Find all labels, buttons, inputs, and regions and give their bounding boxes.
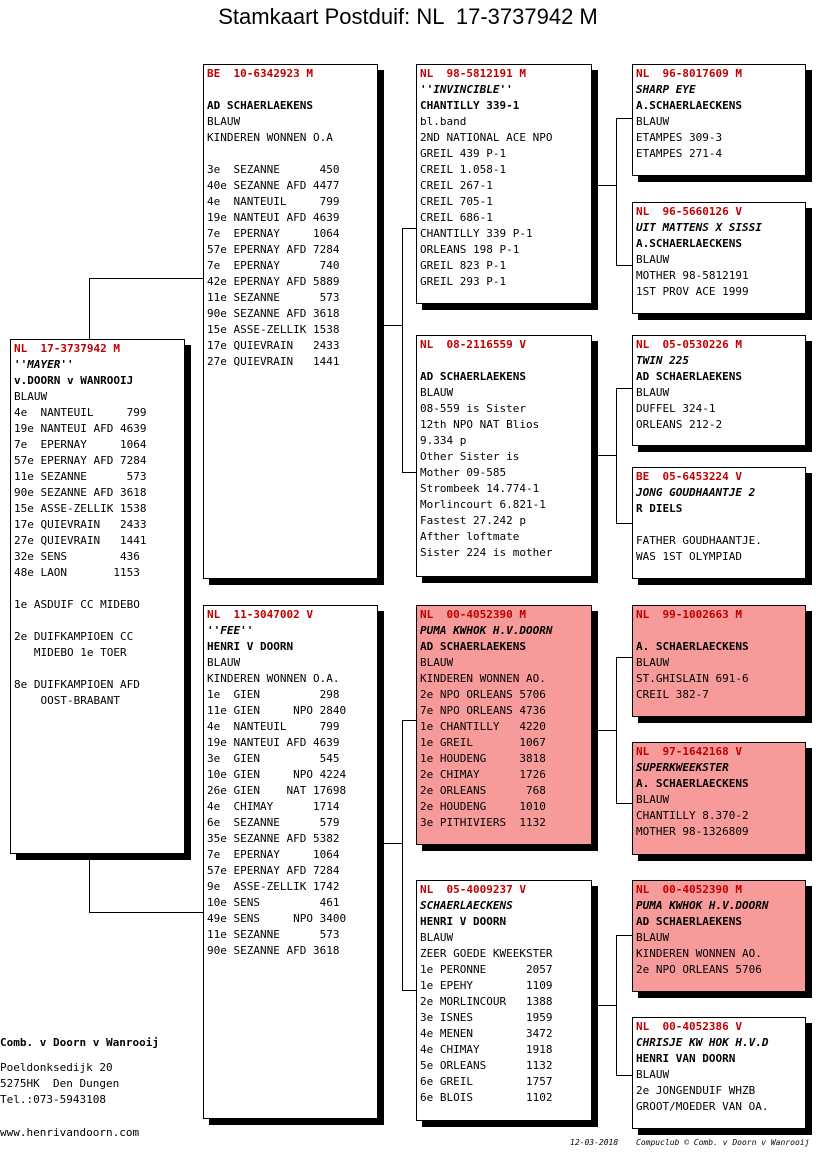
info-line: GROOT/MOEDER VAN OA. [636,1100,769,1113]
info-line: KINDEREN WONNEN O.A. [207,672,340,685]
info-line: 1e HOUDENG 3818 [420,752,546,765]
info-line: CREIL 705-1 [420,195,493,208]
info-line: 4e NANTEUIL 799 [14,406,147,419]
info-line: 35e SEZANNE AFD 5382 [207,832,340,845]
connector [616,657,632,658]
breeder-name: R DIELS [636,502,683,515]
owner-city: 5275HK Den Dungen [0,1077,120,1090]
info-line: MOTHER 98-5812191 [636,269,749,282]
pigeon-card-fmm [632,467,806,579]
info-line [636,623,802,639]
info-line: 90e SEZANNE AFD 3618 [207,307,340,320]
connector [616,803,632,804]
pigeon-card-mmm [632,1017,806,1129]
pigeon-name: JONG GOUDHAANTJE 2 [636,486,756,499]
connector [89,912,204,913]
info-line: BLAUW [636,253,670,266]
breeder-name: HENRI VAN DOORN [636,1052,736,1065]
connector [592,1005,616,1006]
connector [616,388,632,389]
owner-name: Comb. v Doorn v Wanrooij [0,1036,159,1049]
info-line [636,517,802,533]
pigeon-card-father-father [416,64,592,304]
info-line: 11e SEZANNE 573 [14,470,147,483]
info-line: KINDEREN WONNEN O.A [207,131,333,144]
info-line: GREIL 293 P-1 [420,275,507,288]
info-line: 2e NPO ORLEANS 5706 [636,963,762,976]
breeder-name: AD SCHAERLAEKENS [636,370,742,383]
ring-number: NL 00-4052386 V [636,1020,742,1033]
info-line: Afther loftmate [420,530,520,543]
info-line: WAS 1ST OLYMPIAD [636,550,742,563]
info-line: BLAUW [636,656,670,669]
ring-number: NL 11-3047002 V [207,608,313,621]
info-line: 3e PITHIVIERS 1132 [420,816,546,829]
connector [89,278,90,340]
info-line: BLAUW [636,931,670,944]
info-line: 2e HOUDENG 1010 [420,800,546,813]
info-line: GREIL 439 P-1 [420,147,507,160]
pigeon-card-fmf [632,335,806,446]
info-line: 57e EPERNAY AFD 7284 [207,864,340,877]
info-line: 90e SEZANNE AFD 3618 [14,486,147,499]
ring-number: NL 99-1002663 M [636,608,742,621]
info-line: 11e SEZANNE 573 [207,291,340,304]
info-line: ORLEANS 212-2 [636,418,723,431]
ring-number: NL 00-4052390 M [636,883,742,896]
info-line [14,581,181,597]
owner-street: Poeldonksedijk 20 [0,1061,113,1074]
breeder-name: A.SCHAERLAECKENS [636,237,742,250]
ring-number: BE 10-6342923 M [207,67,313,80]
pigeon-name: ''FEE'' [207,624,254,637]
info-line: CHANTILLY 8.370-2 [636,809,749,822]
info-line: 2e DUIFKAMPIOEN CC [14,630,134,643]
info-line: BLAUW [636,115,670,128]
info-line: 19e NANTEUI AFD 4639 [14,422,147,435]
info-line: 1e ASDUIF CC MIDEBO [14,598,140,611]
connector [402,720,417,721]
info-line: Strombeek 14.774-1 [420,482,540,495]
info-line: ZEER GOEDE KWEEKSTER [420,947,553,960]
pigeon-name: SUPERKWEEKSTER [636,761,729,774]
connector [616,935,617,1076]
info-line: 2ND NATIONAL ACE NPO [420,131,553,144]
info-line: 9.334 p [420,434,467,447]
info-line: 15e ASSE-ZELLIK 1538 [207,323,340,336]
info-line: 49e SENS NPO 3400 [207,912,347,925]
info-line: 6e SEZANNE 579 [207,816,340,829]
info-line: 7e EPERNAY 740 [207,259,340,272]
info-line: CREIL 1.058-1 [420,163,507,176]
connector [378,843,402,844]
info-line: KINDEREN WONNEN AO. [420,672,546,685]
connector [616,1075,632,1076]
ring-number: NL 00-4052390 M [420,608,526,621]
pigeon-name: SHARP EYE [636,83,696,96]
info-line: 19e NANTEUI AFD 4639 [207,736,340,749]
ring-number: NL 97-1642168 V [636,745,742,758]
info-line: BLAUW [207,656,241,669]
pigeon-card-fff [632,64,806,176]
info-line: GREIL 823 P-1 [420,259,507,272]
connector [402,228,403,473]
info-line: BLAUW [420,656,454,669]
owner-phone: Tel.:073-5943108 [0,1093,106,1106]
pigeon-card-subject [10,339,185,854]
info-line: 7e NPO ORLEANS 4736 [420,704,546,717]
ring-number: NL 17-3737942 M [14,342,120,355]
connector [89,853,90,913]
info-line: 48e LAON 1153 [14,566,140,579]
info-line: 1e GIEN 298 [207,688,340,701]
info-line: 1ST PROV ACE 1999 [636,285,749,298]
info-line: ORLEANS 198 P-1 [420,243,520,256]
info-line: 6e GREIL 1757 [420,1075,553,1088]
info-line [207,146,374,162]
info-line: 2e MORLINCOUR 1388 [420,995,553,1008]
ring-number: NL 05-4009237 V [420,883,526,896]
breeder-name: AD SCHAERLAEKENS [636,915,742,928]
breeder-name: HENRI V DOORN [420,915,507,928]
connector [592,455,616,456]
info-line: 4e NANTEUIL 799 [207,195,340,208]
info-line: ST.GHISLAIN 691-6 [636,672,749,685]
info-line: 10e SENS 461 [207,896,340,909]
software-credit: Compuclub © Comb. v Doorn v Wanrooij [636,1138,810,1147]
info-line: 6e BLOIS 1102 [420,1091,553,1104]
info-line: 7e EPERNAY 1064 [207,848,340,861]
info-line: 3e SEZANNE 450 [207,163,340,176]
connector [378,325,402,326]
info-line: KINDEREN WONNEN AO. [636,947,762,960]
info-line: 27e QUIEVRAIN 1441 [207,355,340,368]
info-line: 17e QUIEVRAIN 2433 [207,339,340,352]
info-line: 2e ORLEANS 768 [420,784,546,797]
info-line: 1e PERONNE 2057 [420,963,553,976]
info-line: BLAUW [420,386,454,399]
pigeon-name: TWIN 225 [636,354,689,367]
print-date: 12-03-2018 [570,1138,619,1147]
breeder-name: A. SCHAERLAECKENS [636,777,749,790]
pigeon-card-mother-father [416,605,592,845]
ring-number: NL 96-8017609 M [636,67,742,80]
breeder-name: v.DOORN v WANROOIJ [14,374,134,387]
breeder-name: AD SCHAERLAEKENS [420,640,526,653]
info-line: BLAUW [636,793,670,806]
connector [616,118,632,119]
pigeon-name: ''MAYER'' [14,358,74,371]
pigeon-card-mff [632,605,806,717]
info-line: 1e EPEHY 1109 [420,979,553,992]
breeder-name: AD SCHAERLAEKENS [420,370,526,383]
info-line: CREIL 382-7 [636,688,709,701]
owner-website[interactable]: www.henrivandoorn.com [0,1126,140,1139]
info-line: BLAUW [636,386,670,399]
pigeon-name: ''INVINCIBLE'' [420,83,513,96]
info-line: 40e SEZANNE AFD 4477 [207,179,340,192]
info-line: 17e QUIEVRAIN 2433 [14,518,147,531]
info-line: BLAUW [14,390,48,403]
connector [402,720,403,991]
info-line: BLAUW [420,931,454,944]
info-line: ETAMPES 271-4 [636,147,723,160]
info-line: Other Sister is [420,450,520,463]
connector [616,388,617,524]
breeder-name: CHANTILLY 339-1 [420,99,520,112]
connector [592,185,616,186]
info-line: 11e SEZANNE 573 [207,928,340,941]
info-line: 7e EPERNAY 1064 [14,438,147,451]
connector [402,472,417,473]
ring-number: NL 05-0530226 M [636,338,742,351]
info-line: 3e ISNES 1959 [420,1011,553,1024]
info-line: 32e SENS 436 [14,550,140,563]
info-line: CHANTILLY 339 P-1 [420,227,533,240]
pigeon-name: PUMA KWHOK H.V.DOORN [636,899,769,912]
pigeon-card-father [203,64,378,579]
info-line: 2e NPO ORLEANS 5706 [420,688,546,701]
ring-number: NL 98-5812191 M [420,67,526,80]
info-line: 1e CHANTILLY 4220 [420,720,546,733]
info-line: 2e CHIMAY 1726 [420,768,546,781]
connector [616,523,632,524]
info-line [420,353,588,369]
info-line: BLAUW [207,115,241,128]
info-line: 08-559 is Sister [420,402,526,415]
info-line: 19e NANTEUI AFD 4639 [207,211,340,224]
info-line: 2e JONGENDUIF WHZB [636,1084,756,1097]
info-line: 26e GIEN NAT 17698 [207,784,347,797]
info-line: OOST-BRABANT [14,694,120,707]
info-line: BLAUW [636,1068,670,1081]
pigeon-card-father-mother [416,335,592,577]
info-line: MOTHER 98-1326809 [636,825,749,838]
ring-number: BE 05-6453224 V [636,470,742,483]
info-line: 27e QUIEVRAIN 1441 [14,534,147,547]
connector [616,657,617,804]
info-line: 4e CHIMAY 1918 [420,1043,553,1056]
ring-number: NL 08-2116559 V [420,338,526,351]
info-line: MIDEBO 1e TOER [14,646,127,659]
info-line: 42e EPERNAY AFD 5889 [207,275,340,288]
breeder-name: HENRI V DOORN [207,640,294,653]
pigeon-card-mfm [632,742,806,855]
pigeon-card-mmf [632,880,806,992]
ring-number: NL 96-5660126 V [636,205,742,218]
info-line: bl.band [420,115,467,128]
page-title: Stamkaart Postduif: NL 17-3737942 M [218,4,598,29]
info-line: Fastest 27.242 p [420,514,526,527]
info-line: 8e DUIFKAMPIOEN AFD [14,678,140,691]
info-line: 11e GIEN NPO 2840 [207,704,347,717]
info-line: 15e ASSE-ZELLIK 1538 [14,502,147,515]
connector [402,990,417,991]
info-line: 57e EPERNAY AFD 7284 [14,454,147,467]
pigeon-card-mother-mother [416,880,592,1121]
connector [89,278,204,279]
connector [402,228,417,229]
connector [616,935,632,936]
info-line: 12th NPO NAT Blios [420,418,540,431]
info-line: 1e GREIL 1067 [420,736,546,749]
connector [616,118,617,266]
info-line: 4e CHIMAY 1714 [207,800,340,813]
info-line: ETAMPES 309-3 [636,131,723,144]
info-line: FATHER GOUDHAANTJE. [636,534,762,547]
info-line: 4e MENEN 3472 [420,1027,553,1040]
breeder-name: A. SCHAERLAECKENS [636,640,749,653]
pigeon-name: SCHAERLAECKENS [420,899,513,912]
info-line: 7e EPERNAY 1064 [207,227,340,240]
info-line: 5e ORLEANS 1132 [420,1059,553,1072]
pigeon-name: PUMA KWHOK H.V.DOORN [420,624,553,637]
info-line: 9e ASSE-ZELLIK 1742 [207,880,340,893]
info-line: 3e GIEN 545 [207,752,340,765]
connector [592,730,616,731]
info-line: CREIL 267-1 [420,179,493,192]
info-line [207,82,374,98]
info-line: 90e SEZANNE AFD 3618 [207,944,340,957]
pigeon-card-ffm [632,202,806,314]
info-line: CREIL 686-1 [420,211,493,224]
info-line: Morlincourt 6.821-1 [420,498,546,511]
connector [616,265,632,266]
pigeon-name: UIT MATTENS X SISSI [636,221,762,234]
pigeon-name: CHRISJE KW HOK H.V.D [636,1036,769,1049]
info-line [14,661,181,677]
info-line: 57e EPERNAY AFD 7284 [207,243,340,256]
breeder-name: A.SCHAERLAECKENS [636,99,742,112]
breeder-name: AD SCHAERLAEKENS [207,99,313,112]
info-line: Sister 224 is mother [420,546,553,559]
info-line [14,613,181,629]
info-line: DUFFEL 324-1 [636,402,716,415]
pigeon-card-mother [203,605,378,1119]
info-line: 4e NANTEUIL 799 [207,720,340,733]
info-line: 10e GIEN NPO 4224 [207,768,347,781]
info-line: Mother 09-585 [420,466,507,479]
